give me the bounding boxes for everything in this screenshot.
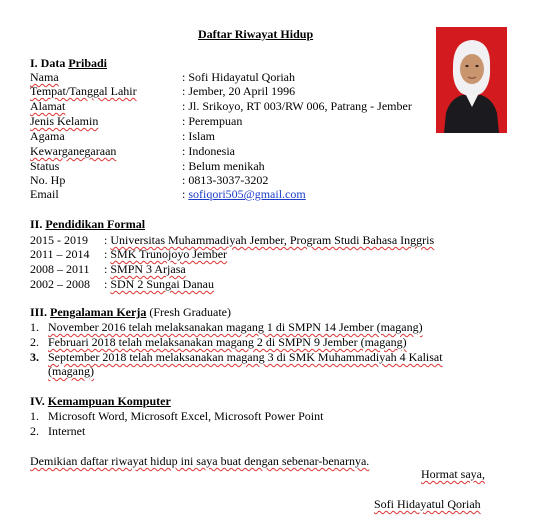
document-title: Daftar Riwayat Hidup — [198, 27, 314, 41]
value-agama: : Islam — [182, 129, 215, 143]
list-item-number: 3. — [30, 350, 39, 364]
education-row — [30, 248, 90, 261]
value-nama: : Sofi Hidayatul Qoriah — [182, 70, 295, 84]
value-alamat: : Jl. Srikoyo, RT 003/RW 006, Patrang - Jember — [182, 99, 412, 113]
education-row — [30, 278, 90, 291]
education-years: 2002 – 2008 — [30, 277, 90, 291]
section-heading-data-pribadi: I. Data Pribadi — [30, 56, 108, 70]
list-item: September 2018 telah melaksanakan magang 3 di SMK Muhammadiyah 4 Kalisat — [48, 350, 443, 364]
list-item-number: 1. — [30, 320, 39, 334]
email-link[interactable]: sofiqori505@gmail.com — [188, 187, 306, 201]
education-row — [30, 234, 88, 247]
person-portrait-icon — [436, 27, 507, 133]
education-school: : Universitas Muhammadiyah Jember, Program Studi Bahasa Inggris — [104, 233, 435, 247]
label-no-hp: No. Hp — [30, 173, 66, 187]
list-item: November 2016 telah melaksanakan magang 1 di SMPN 14 Jember (magang) — [48, 320, 423, 334]
education-school: : SDN 2 Sungai Danau — [104, 277, 215, 291]
label-kewarganegaraan: Kewarganegaraan — [30, 144, 117, 158]
list-item-number: 1. — [30, 409, 39, 423]
list-item-number: 2. — [30, 335, 39, 349]
education-school: : SMK Trunojoyo Jember — [104, 247, 228, 261]
education-school: : SMPN 3 Arjasa — [104, 262, 186, 276]
education-row — [30, 263, 90, 276]
value-no-hp: : 0813-3037-3202 — [182, 173, 269, 187]
value-tempat-tanggal-lahir: : Jember, 20 April 1996 — [182, 84, 296, 98]
closing-statement: Demikian daftar riwayat hidup ini saya buat dengan sebenar-benarnya. — [30, 454, 370, 468]
profile-photo — [436, 27, 507, 133]
label-alamat: Alamat — [30, 99, 66, 113]
label-email: Email — [30, 187, 59, 201]
section-heading-pendidikan: II. Pendidikan Formal — [30, 217, 146, 231]
education-years: 2015 - 2019 — [30, 233, 88, 247]
education-years: 2011 – 2014 — [30, 247, 90, 261]
list-item: Internet — [48, 424, 86, 438]
section-heading-pengalaman: III. Pengalaman Kerja (Fresh Graduate) — [30, 305, 231, 319]
list-item: Microsoft Word, Microsoft Excel, Microsoft Power Point — [48, 409, 324, 423]
value-jenis-kelamin: : Perempuan — [182, 114, 243, 128]
list-item: Februari 2018 telah melaksanakan magang 2 di SMPN 9 Jember (magang) — [48, 335, 407, 349]
closing-regards: Hormat saya, — [421, 467, 485, 481]
education-years: 2008 – 2011 — [30, 262, 90, 276]
label-tempat-tanggal-lahir: Tempat/Tanggal Lahir — [30, 84, 137, 98]
label-jenis-kelamin: Jenis Kelamin — [30, 114, 99, 128]
list-item-continuation: (magang) — [48, 364, 94, 378]
label-status: Status — [30, 159, 60, 173]
value-email: : sofiqori505@gmail.com — [182, 187, 306, 201]
label-agama: Agama — [30, 129, 65, 143]
label-nama: Nama — [30, 70, 59, 84]
value-kewarganegaraan: : Indonesia — [182, 144, 235, 158]
signature-name: Sofi Hidayatul Qoriah — [374, 497, 481, 511]
section-heading-komputer: IV. Kemampuan Komputer — [30, 394, 171, 408]
value-status: : Belum menikah — [182, 159, 265, 173]
list-item-number: 2. — [30, 424, 39, 438]
